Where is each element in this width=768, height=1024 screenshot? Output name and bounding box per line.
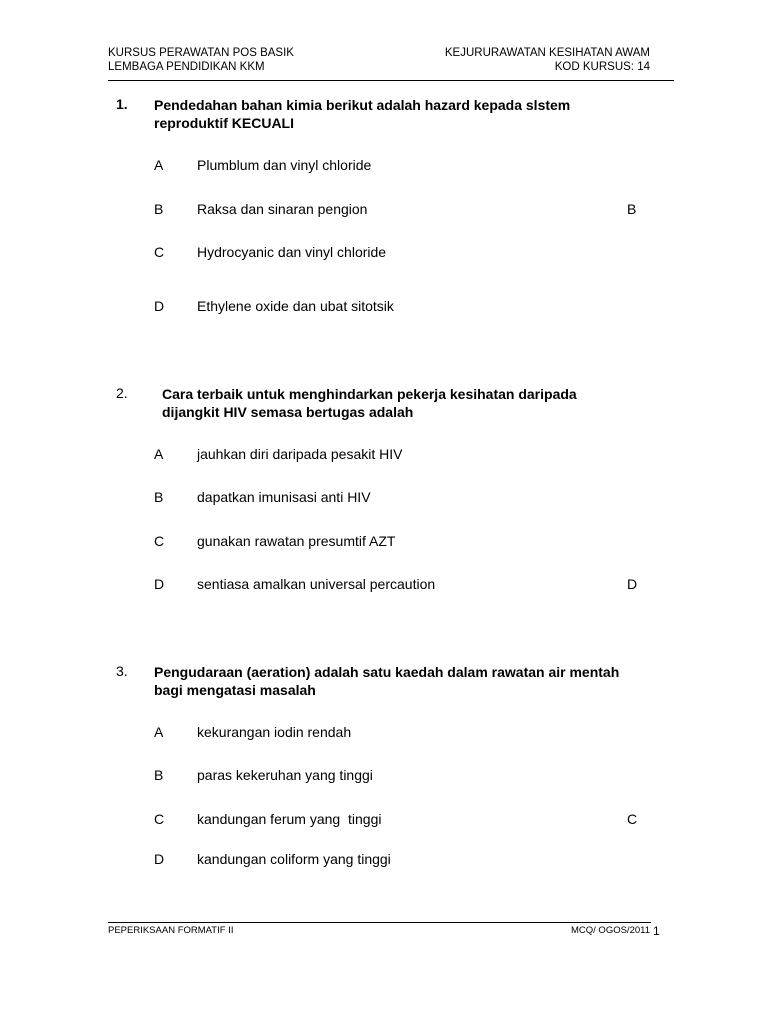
- option-text: kekurangan iodin rendah: [197, 724, 352, 740]
- option-text: gunakan rawatan presumtif AZT: [197, 533, 396, 549]
- option-text: Raksa dan sinaran pengion: [197, 201, 368, 217]
- option-letter: D: [154, 851, 165, 867]
- option-letter: A: [154, 446, 164, 462]
- question-text: Pendedahan bahan kimia berikut adalah hazard kepada slstem reproduktif KECUALI: [154, 97, 571, 131]
- question-text: Cara terbaik untuk menghindarkan pekerja kesihatan daripada dijangkit HIV semasa bertugas adalah: [162, 386, 577, 420]
- header-department: KEJURURAWATAN KESIHATAN AWAM: [444, 47, 650, 59]
- option-letter: D: [154, 298, 165, 314]
- question-number: 1.: [116, 96, 128, 112]
- option-text: sentiasa amalkan universal percaution: [197, 576, 436, 592]
- option-letter: B: [154, 767, 164, 783]
- header-course-code: KOD KURSUS: 14: [554, 61, 650, 73]
- option-letter: C: [154, 244, 165, 260]
- answer-key: B: [627, 201, 637, 217]
- question-text: Pengudaraan (aeration) adalah satu kaedah dalam rawatan air mentah bagi mengatasi masalah: [154, 664, 620, 698]
- option-text: kandungan coliform yang tinggi: [197, 851, 391, 867]
- option-text: paras kekeruhan yang tinggi: [197, 767, 373, 783]
- footer-exam-name: PEPERIKSAAN FORMATIF II: [108, 925, 234, 936]
- header-course-name: KURSUS PERAWATAN POS BASIK: [108, 47, 294, 59]
- option-text: Plumblum dan vinyl chloride: [197, 157, 372, 173]
- header-institution: LEMBAGA PENDIDIKAN KKM: [108, 61, 265, 73]
- option-text: kandungan ferum yang tinggi: [197, 811, 382, 827]
- page-number: 1: [653, 924, 660, 938]
- option-text: jauhkan diri daripada pesakit HIV: [197, 446, 403, 462]
- option-letter: B: [154, 201, 164, 217]
- answer-key: D: [627, 576, 638, 592]
- footer-paper-code: MCQ/ OGOS/2011: [570, 925, 650, 936]
- footer-divider: [108, 922, 651, 923]
- option-text: Hydrocyanic dan vinyl chloride: [197, 244, 387, 260]
- option-letter: A: [154, 157, 164, 173]
- option-letter: C: [154, 811, 165, 827]
- option-letter: D: [154, 576, 165, 592]
- option-text: dapatkan imunisasi anti HIV: [197, 489, 371, 505]
- option-letter: A: [154, 724, 164, 740]
- header-divider: [108, 80, 674, 81]
- option-letter: B: [154, 489, 164, 505]
- option-letter: C: [154, 533, 165, 549]
- question-number: 3.: [116, 663, 128, 679]
- answer-key: C: [627, 811, 638, 827]
- question-number: 2.: [116, 385, 128, 401]
- option-text: Ethylene oxide dan ubat sitotsik: [197, 298, 394, 314]
